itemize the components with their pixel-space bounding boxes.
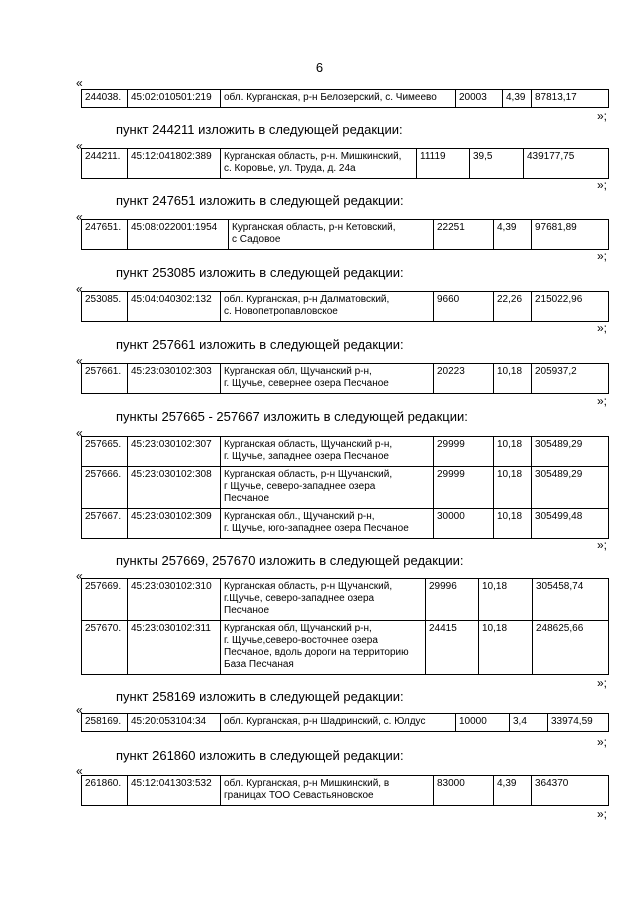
rate: 39,5 — [470, 149, 524, 179]
cadastral-number: 45:08:022001:1954 — [128, 220, 229, 250]
row-number: 257661. — [82, 364, 128, 394]
close-quote: »; — [597, 807, 608, 821]
cadastral-value: 87813,17 — [532, 90, 609, 108]
area: 24415 — [426, 621, 479, 675]
address: Курганская область, Щучанский р-н, г. Щучье, западнее озера Песчаное — [221, 437, 434, 467]
cadastral-number: 45:04:040302:132 — [128, 292, 221, 322]
table-row — [82, 437, 609, 467]
rate: 4,39 — [494, 776, 532, 806]
instruction-text: пункт 247651 изложить в следующей редакции: — [116, 193, 404, 208]
address: обл. Курганская, р-н Мишкинский, в границах ТОО Севастьяновское — [221, 776, 434, 806]
row-number: 244038. — [82, 90, 128, 108]
land-table — [81, 291, 609, 322]
row-number: 257666. — [82, 467, 128, 509]
land-table — [81, 363, 609, 394]
land-table — [81, 89, 609, 108]
instruction-text: пункт 244211 изложить в следующей редакции: — [116, 122, 403, 137]
open-quote: « — [76, 210, 83, 224]
cadastral-value: 305458,74 — [533, 579, 609, 621]
land-table — [81, 148, 609, 179]
row-number: 257670. — [82, 621, 128, 675]
area: 29999 — [434, 437, 494, 467]
row-number: 257667. — [82, 509, 128, 539]
address: обл. Курганская, р-н Шадринский, с. Юлдус — [221, 714, 456, 732]
area: 20003 — [456, 90, 503, 108]
rate: 10,18 — [479, 621, 533, 675]
address: Курганская область, р-н Щучанский, г.Щучье, северо-западнее озера Песчаное — [221, 579, 426, 621]
row-number: 258169. — [82, 714, 128, 732]
instruction-text: пункты 257665 - 257667 изложить в следующей редакции: — [116, 409, 468, 424]
area: 11119 — [417, 149, 470, 179]
rate: 22,26 — [494, 292, 532, 322]
table-row — [82, 467, 609, 509]
rate: 10,18 — [494, 509, 532, 539]
area: 20223 — [434, 364, 494, 394]
close-quote: »; — [597, 735, 608, 749]
rate: 10,18 — [494, 467, 532, 509]
cadastral-number: 45:12:041802:389 — [128, 149, 221, 179]
table-row — [82, 364, 609, 394]
area: 10000 — [456, 714, 510, 732]
address: Курганская обл., Щучанский р-н, г. Щучье, юго-западнее озера Песчаное — [221, 509, 434, 539]
instruction-text: пункт 261860 изложить в следующей редакции: — [116, 748, 404, 763]
address: Курганская обл, Щучанский р-н, г. Щучье,северо-восточнее озера Песчаное, вдоль дороги на территорию База Песчаная — [221, 621, 426, 675]
rate: 4,39 — [503, 90, 532, 108]
row-number: 244211. — [82, 149, 128, 179]
row-number: 257665. — [82, 437, 128, 467]
instruction-text: пункт 253085 изложить в следующей редакции: — [116, 265, 404, 280]
cadastral-value: 305489,29 — [532, 437, 609, 467]
close-quote: »; — [597, 321, 608, 335]
land-table — [81, 713, 609, 732]
table-row — [82, 509, 609, 539]
cadastral-value: 205937,2 — [532, 364, 609, 394]
cadastral-value: 33974,59 — [548, 714, 609, 732]
instruction-text: пункты 257669, 257670 изложить в следующей редакции: — [116, 553, 464, 568]
close-quote: »; — [597, 538, 608, 552]
land-table — [81, 436, 609, 539]
table-row — [82, 220, 609, 250]
cadastral-value: 364370 — [532, 776, 609, 806]
rate: 10,18 — [494, 437, 532, 467]
table-row — [82, 149, 609, 179]
close-quote: »; — [597, 178, 608, 192]
table-row — [82, 579, 609, 621]
cadastral-number: 45:23:030102:309 — [128, 509, 221, 539]
table-row — [82, 714, 609, 732]
open-quote: « — [76, 139, 83, 153]
land-table — [81, 219, 609, 250]
address: Курганская обл, Щучанский р-н, г. Щучье, севернее озера Песчаное — [221, 364, 434, 394]
table-row — [82, 621, 609, 675]
address: обл. Курганская, р-н Далматовский, с. Новопетропавловское — [221, 292, 434, 322]
table-row — [82, 292, 609, 322]
land-table — [81, 775, 609, 806]
cadastral-number: 45:02:010501:219 — [128, 90, 221, 108]
close-quote: »; — [597, 249, 608, 263]
cadastral-number: 45:12:041303:532 — [128, 776, 221, 806]
cadastral-value: 248625,66 — [533, 621, 609, 675]
open-quote: « — [76, 703, 83, 717]
cadastral-number: 45:23:030102:310 — [128, 579, 221, 621]
cadastral-value: 439177,75 — [524, 149, 609, 179]
close-quote: »; — [597, 676, 608, 690]
area: 83000 — [434, 776, 494, 806]
land-table — [81, 578, 609, 675]
cadastral-value: 97681,89 — [532, 220, 609, 250]
rate: 4,39 — [494, 220, 532, 250]
area: 9660 — [434, 292, 494, 322]
cadastral-number: 45:23:030102:308 — [128, 467, 221, 509]
cadastral-number: 45:20:053104:34 — [128, 714, 221, 732]
row-number: 261860. — [82, 776, 128, 806]
page-number: 6 — [315, 60, 324, 75]
address: Курганская область, р-н Кетовский, с Садовое — [229, 220, 434, 250]
address: Курганская область, р-н. Мишкинский, с. Коровье, ул. Труда, д. 24а — [221, 149, 417, 179]
area: 22251 — [434, 220, 494, 250]
row-number: 247651. — [82, 220, 128, 250]
table-row — [82, 776, 609, 806]
cadastral-value: 305499,48 — [532, 509, 609, 539]
row-number: 253085. — [82, 292, 128, 322]
open-quote: « — [76, 569, 83, 583]
rate: 10,18 — [494, 364, 532, 394]
address: Курганская область, р-н Щучанский, г Щучье, северо-западнее озера Песчаное — [221, 467, 434, 509]
area: 29996 — [426, 579, 479, 621]
instruction-text: пункт 257661 изложить в следующей редакции: — [116, 337, 404, 352]
open-quote: « — [76, 354, 83, 368]
open-quote: « — [76, 76, 83, 90]
open-quote: « — [76, 426, 83, 440]
address: обл. Курганская, р-н Белозерский, с. Чимеево — [221, 90, 456, 108]
rate: 10,18 — [479, 579, 533, 621]
table-row — [82, 90, 609, 108]
area: 30000 — [434, 509, 494, 539]
cadastral-number: 45:23:030102:307 — [128, 437, 221, 467]
cadastral-number: 45:23:030102:303 — [128, 364, 221, 394]
cadastral-number: 45:23:030102:311 — [128, 621, 221, 675]
cadastral-value: 215022,96 — [532, 292, 609, 322]
close-quote: »; — [597, 109, 608, 123]
rate: 3,4 — [510, 714, 548, 732]
area: 29999 — [434, 467, 494, 509]
row-number: 257669. — [82, 579, 128, 621]
open-quote: « — [76, 764, 83, 778]
cadastral-value: 305489,29 — [532, 467, 609, 509]
open-quote: « — [76, 282, 83, 296]
instruction-text: пункт 258169 изложить в следующей редакции: — [116, 689, 404, 704]
close-quote: »; — [597, 394, 608, 408]
